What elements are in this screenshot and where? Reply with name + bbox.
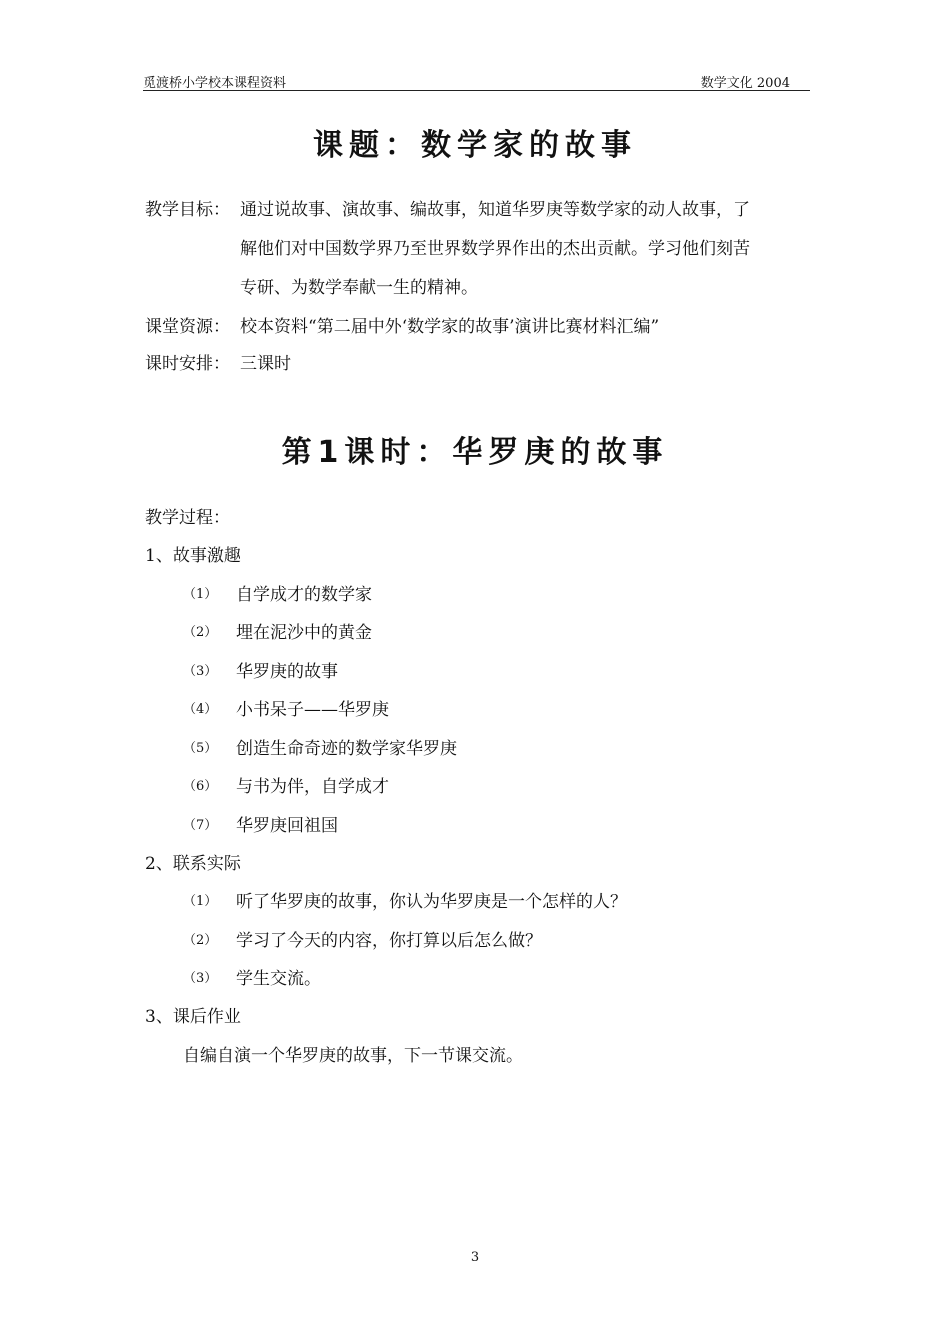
header-course-year: 数学文化 2004 bbox=[700, 76, 790, 91]
section-3-heading: 3、课后作业 bbox=[145, 1007, 241, 1027]
section-2-item-1-num: （1） bbox=[183, 894, 218, 909]
resources-text: 校本资料“第二届中外‘数学家的故事’演讲比赛材料汇编” bbox=[240, 317, 660, 337]
section-1-item-5: 创造生命奇迹的数学家华罗庚 bbox=[236, 739, 457, 759]
objectives-line-1: 通过说故事、演故事、编故事，知道华罗庚等数学家的动人故事，了 bbox=[240, 200, 750, 220]
section-1-item-4: 小书呆子——华罗庚 bbox=[236, 700, 389, 720]
section-2-item-3: 学生交流。 bbox=[236, 969, 321, 989]
section-1-item-3-num: （3） bbox=[183, 664, 218, 679]
section-1-item-7-num: （7） bbox=[183, 818, 218, 833]
lesson-title: 第1课时：华罗庚的故事 bbox=[281, 435, 669, 470]
header-school-name: 觅渡桥小学校本课程资料 bbox=[143, 76, 287, 91]
objectives-label: 教学目标： bbox=[145, 200, 230, 220]
section-1-item-5-num: （5） bbox=[183, 741, 218, 756]
section-2-heading: 2、联系实际 bbox=[145, 854, 241, 874]
section-2-item-2-num: （2） bbox=[183, 933, 218, 948]
page-number: 3 bbox=[470, 1250, 480, 1265]
section-1-item-7: 华罗庚回祖国 bbox=[236, 816, 338, 836]
schedule-text: 三课时 bbox=[240, 354, 291, 374]
objectives-line-3: 专研、为数学奉献一生的精神。 bbox=[240, 278, 478, 298]
section-1-item-4-num: （4） bbox=[183, 702, 218, 717]
resources-label: 课堂资源： bbox=[145, 317, 230, 337]
page-header bbox=[143, 68, 810, 91]
section-1-item-6: 与书为伴，自学成才 bbox=[236, 777, 389, 797]
schedule-label: 课时安排： bbox=[145, 354, 230, 374]
section-1-heading: 1、故事激趣 bbox=[145, 546, 241, 566]
section-2-item-2: 学习了今天的内容，你打算以后怎么做？ bbox=[236, 931, 542, 951]
section-2-item-1: 听了华罗庚的故事，你认为华罗庚是一个怎样的人？ bbox=[236, 892, 627, 912]
section-1-item-6-num: （6） bbox=[183, 779, 218, 794]
section-1-item-2: 埋在泥沙中的黄金 bbox=[236, 623, 372, 643]
objectives-line-2: 解他们对中国数学界乃至世界数学界作出的杰出贡献。学习他们刻苦 bbox=[240, 239, 750, 259]
section-1-item-1-num: （1） bbox=[183, 587, 218, 602]
section-3-text: 自编自演一个华罗庚的故事，下一节课交流。 bbox=[183, 1046, 523, 1066]
section-1-item-1: 自学成才的数学家 bbox=[236, 585, 372, 605]
main-title: 课题：数学家的故事 bbox=[313, 128, 637, 163]
section-2-item-3-num: （3） bbox=[183, 971, 218, 986]
section-1-item-2-num: （2） bbox=[183, 625, 218, 640]
process-label: 教学过程： bbox=[145, 508, 230, 528]
section-1-item-3: 华罗庚的故事 bbox=[236, 662, 338, 682]
